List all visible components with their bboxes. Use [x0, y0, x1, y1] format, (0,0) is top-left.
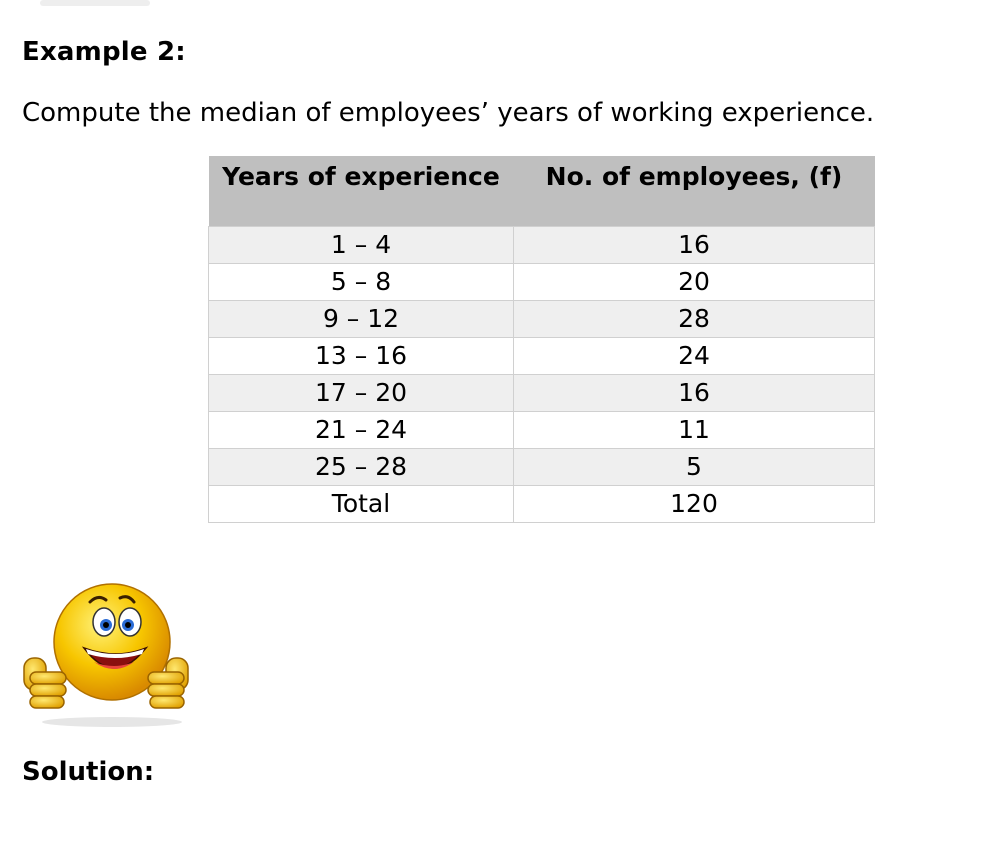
table-row [209, 337, 875, 374]
table-header-row [209, 156, 875, 226]
solution-label: Solution: [22, 757, 155, 787]
total-label-cell: Total [209, 485, 514, 522]
class-interval-cell: 1 – 4 [209, 226, 514, 263]
table-row [209, 411, 875, 448]
header-years-of-experience: Years of experience [209, 156, 514, 226]
thumbs-up-smiley-icon [12, 580, 192, 730]
total-value-cell: 120 [514, 485, 875, 522]
frequency-table [208, 156, 875, 523]
table-total-row [209, 485, 875, 522]
class-interval-cell: 25 – 28 [209, 448, 514, 485]
class-interval-cell: 17 – 20 [209, 374, 514, 411]
class-interval-cell: 5 – 8 [209, 263, 514, 300]
table-row [209, 374, 875, 411]
table-row [209, 448, 875, 485]
frequency-cell: 20 [514, 263, 875, 300]
table-row [209, 300, 875, 337]
frequency-cell: 16 [514, 226, 875, 263]
frequency-cell: 24 [514, 337, 875, 374]
example-heading: Example 2: [22, 37, 186, 67]
class-interval-cell: 21 – 24 [209, 411, 514, 448]
class-interval-cell: 9 – 12 [209, 300, 514, 337]
table-row [209, 263, 875, 300]
frequency-cell: 5 [514, 448, 875, 485]
table-row [209, 226, 875, 263]
frequency-cell: 28 [514, 300, 875, 337]
problem-statement: Compute the median of employees’ years of working experience. [22, 98, 875, 128]
frequency-cell: 16 [514, 374, 875, 411]
class-interval-cell: 13 – 16 [209, 337, 514, 374]
header-no-of-employees: No. of employees, (f) [514, 156, 875, 226]
top-edge-artifact [40, 0, 150, 6]
frequency-cell: 11 [514, 411, 875, 448]
